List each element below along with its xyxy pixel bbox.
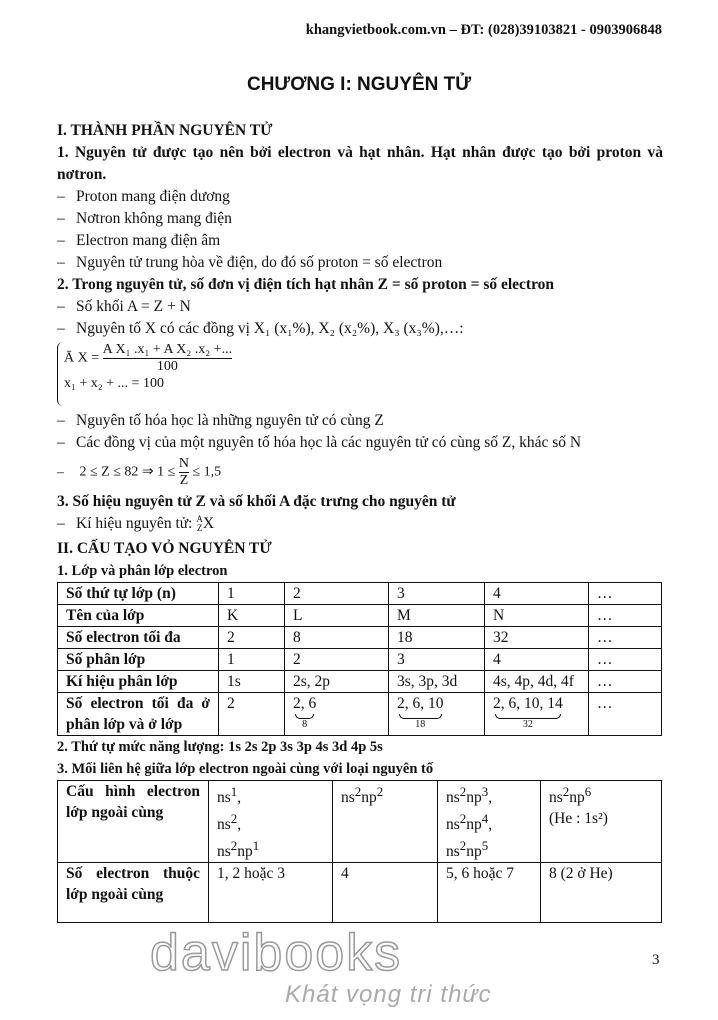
table-cell: L [285, 605, 389, 627]
inequality: – 2 ≤ Z ≤ 82 ⇒ 1 ≤ $\frac{N}{Z}$ ≤ 1,5 [57, 456, 222, 488]
table-row [58, 693, 662, 736]
list-text: Electron mang điện âm [76, 232, 221, 249]
table-header-cell: Số thứ tự lớp (n) [58, 583, 219, 605]
table-cell: K [219, 605, 285, 627]
table-cell: 4 [333, 863, 438, 923]
table-cell: N [485, 605, 589, 627]
table-cell [389, 693, 485, 736]
table-cell: 32 [485, 627, 589, 649]
page-header: khangvietbook.com.vn – ĐT: (028)39103821 - 0903906848 [305, 22, 662, 38]
shell-table [57, 582, 662, 736]
subshell-values: 2, 6 [293, 695, 317, 712]
page-number: 3 [652, 952, 660, 968]
paragraph: 1. Nguyên tử được tạo nên bởi electron và hạt nhân. Hạt nhân được tạo bởi proton và nơtron. [57, 144, 663, 183]
list-item: – Nơtron không mang điện [57, 210, 232, 227]
list-text: Nguyên tố X có các đồng vị X₁ (x₁%), X₂ (x₂%), X₃ (x₃%),…: [76, 320, 464, 337]
table-cell: 1 [219, 649, 285, 671]
section-heading: I. THÀNH PHẦN NGUYÊN TỬ [57, 122, 273, 139]
table-row [58, 649, 662, 671]
list-text: Proton mang điện dương [76, 188, 230, 205]
table-cell: … [589, 605, 662, 627]
mass-number: A [196, 514, 203, 525]
atomic-number: Z [196, 523, 203, 534]
ineq-den: Z [179, 473, 189, 488]
table-cell: … [589, 649, 662, 671]
table-cell: 2 [285, 583, 389, 605]
he-config: (He : 1s²) [549, 810, 608, 828]
list-item: – Electron mang điện âm [57, 232, 221, 249]
list-item: – Các đồng vị của một nguyên tố hóa học là các nguyên tử có cùng số Z, khác số N [57, 434, 582, 451]
subheading: 2. Thứ tự mức năng lượng: 1s 2s 2p 3s 3p 4s 3d 4p 5s [57, 739, 383, 755]
watermark-logo: davibooks [150, 924, 403, 983]
ineq-num: N [178, 456, 189, 471]
ineq-left: 2 ≤ Z ≤ 82 ⇒ 1 ≤ [79, 464, 176, 480]
brace-group [293, 693, 316, 730]
list-item: – Số khối A = Z + N [57, 298, 191, 315]
formula-system [57, 342, 267, 406]
table-row [58, 605, 662, 627]
paragraph: 3. Số hiệu nguyên tử Z và số khối A đặc trưng cho nguyên tử [57, 493, 456, 510]
formula-sum: x₁ + x₂ + ... = 100 [64, 376, 164, 391]
table-header-cell: Số electron thuộc lớp ngoài cùng [58, 863, 209, 923]
formula-numerator: A X₁ .x₁ + A X₂ .x₂ +... [102, 342, 233, 357]
table-cell: … [589, 583, 662, 605]
table-row [58, 627, 662, 649]
ineq-right: ≤ 1,5 [192, 464, 222, 480]
list-text: Nguyên tố hóa học là những nguyên tử có cùng Z [76, 412, 384, 429]
subheading: 3. Mối liên hệ giữa lớp electron ngoài cùng với loại nguyên tố [57, 761, 434, 777]
table-row [58, 671, 662, 693]
brace-group [397, 693, 444, 730]
table-cell: 2 [219, 627, 285, 649]
table-row [58, 583, 662, 605]
list-item: – Nguyên tử trung hòa về điện, do đó số proton = số electron [57, 254, 443, 271]
table-cell: 2 [219, 693, 285, 736]
formula-lhs: Ā X = [64, 350, 100, 366]
table-cell: 2s, 2p [285, 671, 389, 693]
table-cell: M [389, 605, 485, 627]
list-text: Số khối A = Z + N [76, 298, 191, 315]
table-header-cell: Kí hiệu phân lớp [58, 671, 219, 693]
table-cell: 8 [285, 627, 389, 649]
table-cell: $ns^2np^6$ (He : 1s²) [541, 781, 662, 863]
table-row [58, 781, 662, 863]
table-header-cell: Tên của lớp [58, 605, 219, 627]
table-cell [285, 693, 389, 736]
table-cell: 2 [285, 649, 389, 671]
paragraph: 2. Trong nguyên tử, số đơn vị điện tích hạt nhân Z = số proton = số electron [57, 276, 555, 293]
table-cell: 3s, 3p, 3d [389, 671, 485, 693]
table-header-cell: Cấu hình electron lớp ngoài cùng [58, 781, 209, 863]
table-cell: 5, 6 hoặc 7 [438, 863, 541, 923]
formula-denominator: 100 [156, 359, 178, 374]
chapter-title: CHƯƠNG I: NGUYÊN TỬ [246, 74, 471, 95]
brace-group [493, 693, 563, 730]
table-cell: 18 [389, 627, 485, 649]
watermark-slogan: Khát vọng tri thức [285, 981, 492, 1009]
list-text: Nơtron không mang điện [76, 210, 232, 227]
table-cell: 3 [389, 583, 485, 605]
table-cell: 4 [485, 583, 589, 605]
subheading: 1. Lớp và phân lớp electron [57, 563, 228, 579]
list-item: – Nguyên tố X có các đồng vị X₁ (x₁%), X₂ (x₂%), X₃ (x₃%),…: [57, 320, 464, 337]
table-cell: … [589, 671, 662, 693]
table-header-cell: Số electron tối đa ở phân lớp và ở lớp [58, 693, 219, 736]
shell-total: 8 [302, 719, 308, 730]
element-symbol: X [202, 515, 215, 532]
shell-total: 32 [522, 719, 533, 730]
table-cell [485, 693, 589, 736]
section-heading: II. CẤU TẠO VỎ NGUYÊN TỬ [57, 540, 272, 557]
table-header-cell: Số phân lớp [58, 649, 219, 671]
outer-shell-table [57, 780, 662, 923]
table-cell: 1, 2 hoặc 3 [209, 863, 333, 923]
list-text: Nguyên tử trung hòa về điện, do đó số proton = số electron [76, 254, 443, 271]
list-item: – Kí hiệu nguyên tử: A Z X [57, 514, 215, 534]
table-cell: $ns^1$, $ns^2$, $ns^2np^1$ [209, 781, 333, 863]
table-cell: 4s, 4p, 4d, 4f [485, 671, 589, 693]
shell-total: 18 [415, 719, 426, 730]
table-cell: 3 [389, 649, 485, 671]
subshell-values: 2, 6, 10, 14 [493, 695, 563, 712]
list-text: Các đồng vị của một nguyên tố hóa học là các nguyên tử có cùng số Z, khác số N [76, 434, 582, 451]
page-content [57, 120, 663, 1009]
list-item: – Proton mang điện dương [57, 188, 230, 205]
table-cell: 8 (2 ở He) [541, 863, 662, 923]
table-cell: 4 [485, 649, 589, 671]
subshell-values: 2, 6, 10 [397, 695, 444, 712]
list-text: Kí hiệu nguyên tử: [76, 515, 193, 532]
table-cell: 1 [219, 583, 285, 605]
list-item: – Nguyên tố hóa học là những nguyên tử có cùng Z [57, 412, 384, 429]
table-cell: … [589, 627, 662, 649]
table-cell: $ns^2np^2$ [333, 781, 438, 863]
table-cell: 1s [219, 671, 285, 693]
table-row [58, 863, 662, 923]
table-cell: $ns^2np^3$, $ns^2np^4$, $ns^2np^5$ [438, 781, 541, 863]
table-header-cell: Số electron tối đa [58, 627, 219, 649]
table-cell: … [589, 693, 662, 736]
